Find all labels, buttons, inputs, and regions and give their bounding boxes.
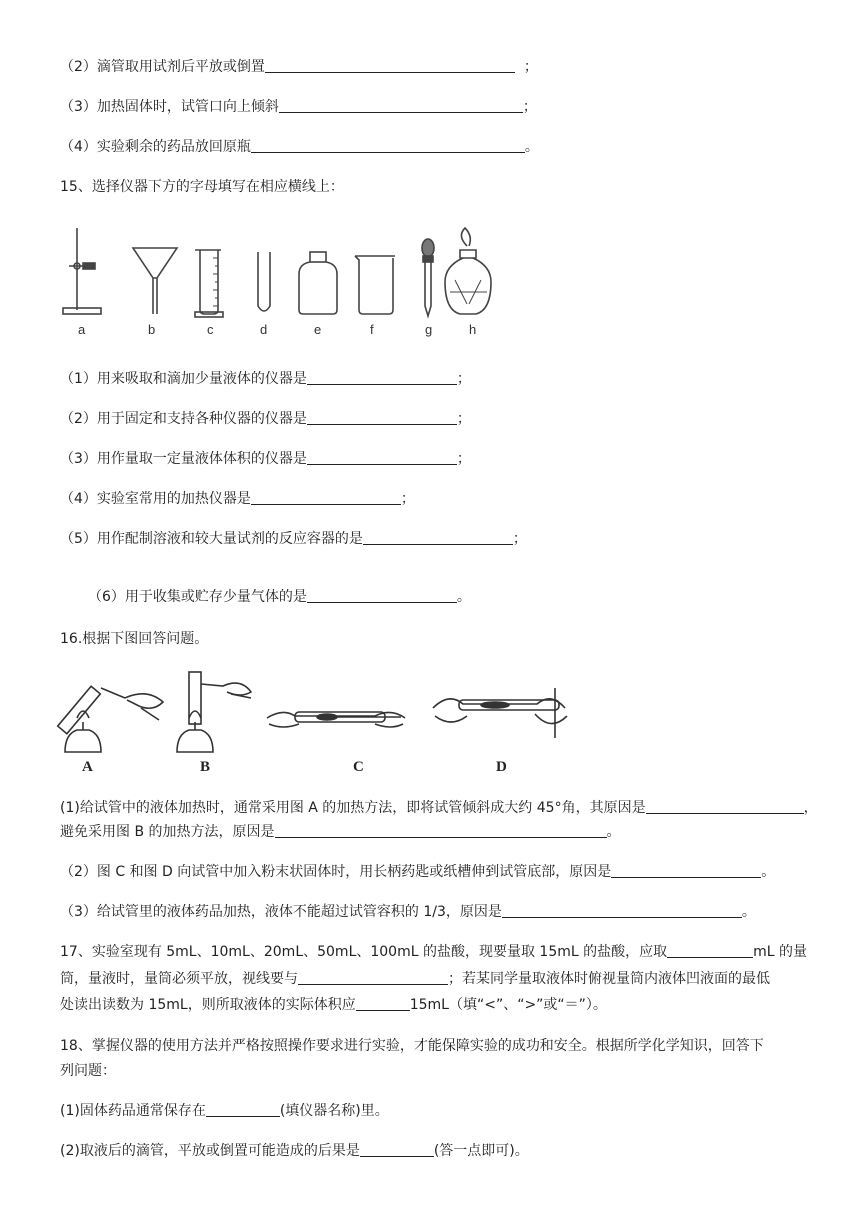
answer-blank[interactable] [251,138,525,153]
answer-blank[interactable] [279,98,523,113]
q15-item-3: （3）用作量取一定量液体体积的仪器是 ； [60,451,471,467]
q16-line-1: (1)给试管中的液体加热时，通常采用图 A 的加热方法，即将试管倾斜成大约 45°角，其原因是 ， [60,800,818,816]
q15-item-6: （6）用于收集或贮存少量气体的是 。 [88,589,471,605]
answer-blank[interactable] [307,588,457,603]
q18-sub-1: (1)固体药品通常保存在 (填仪器名称)里。 [60,1103,389,1119]
beaker-icon [355,256,395,314]
answer-blank[interactable] [502,903,742,918]
label-a: a [78,322,86,337]
answer-blank[interactable] [251,490,401,505]
heating-operations-figure [55,668,585,758]
q18-line-1: 18、掌握仪器的使用方法并严格按照操作要求进行实验，才能保障实验的成功和安全。根据所学化学知识，回答下 [60,1038,764,1054]
answer-blank[interactable] [360,1142,434,1157]
answer-blank[interactable] [275,823,607,838]
q18-line-2: 列问题： [60,1063,116,1079]
test-tube-icon [258,252,270,311]
q16-title: 16.根据下图回答问题。 [60,631,209,647]
fig-label-d: D [496,759,507,775]
answer-blank[interactable] [363,530,513,545]
q16-line-3: （3）给试管里的液体药品加热，液体不能超过试管容积的 1/3，原因是 。 [60,904,756,920]
label-f: f [370,322,374,337]
q16-line-1b: 避免采用图 B 的加热方法，原因是 。 [60,824,621,840]
q17-line-2: 筒，量液时，量筒必须平放，视线要与 ；若某同学量取液体时俯视量筒内液体凹液面的最低 [60,971,770,987]
graduated-cylinder-icon [195,250,223,317]
instrument-figure [55,222,515,322]
answer-blank[interactable] [307,410,457,425]
q16-line-2: （2）图 C 和图 D 向试管中加入粉末状固体时，用长柄药匙或纸槽伸到试管底部，原因是 。 [60,864,776,880]
q15-item-2: （2）用于固定和支持各种仪器的仪器是 ； [60,411,471,427]
q15-item-4: （4）实验室常用的加热仪器是 ； [60,491,415,507]
fig-label-a: A [82,759,93,775]
q18-sub-2: (2)取液后的滴管，平放或倒置可能造成的后果是 (答一点即可)。 [60,1143,529,1159]
label-c: c [207,322,214,337]
q17-line-3: 处读出读数为 15mL，则所取液体的实际体积应 15mL（填“<”、“>”或“＝”）。 [60,997,607,1013]
heating-vertical-icon [177,672,251,752]
q15-item-1: （1）用来吸取和滴加少量液体的仪器是 ； [60,371,471,387]
adding-powder-spatula-icon [267,712,405,727]
answer-blank[interactable] [611,863,761,878]
funnel-icon [133,248,177,314]
alcohol-lamp-icon [445,228,491,314]
q14-line-3: （3）加热固体时，试管口向上倾斜 ； [60,99,537,115]
heating-tilted-icon [58,686,163,752]
answer-blank[interactable] [265,58,515,73]
label-e: e [314,322,322,337]
answer-blank[interactable] [356,996,410,1011]
label-b: b [148,322,156,337]
answer-blank[interactable] [307,370,457,385]
iron-stand-icon [63,228,101,314]
q15-item-5: （5）用作配制溶液和较大量试剂的反应容器的是 ； [60,531,527,547]
q14-line-2: （2）滴管取用试剂后平放或倒置 ； [60,59,538,75]
q14-line-4: （4）实验剩余的药品放回原瓶 。 [60,139,539,155]
gas-bottle-icon [299,252,337,314]
label-h: h [469,322,477,337]
q15-title: 15、选择仪器下方的字母填写在相应横线上： [60,179,344,195]
label-g: g [425,322,433,337]
answer-blank[interactable] [667,943,753,958]
answer-blank[interactable] [646,799,804,814]
answer-blank[interactable] [206,1102,280,1117]
dropper-icon [422,239,434,316]
answer-blank[interactable] [307,450,457,465]
label-d: d [260,322,268,337]
fig-label-b: B [200,759,211,775]
fig-label-c: C [353,759,364,775]
adding-powder-paper-icon [433,688,567,738]
q17-line-1: 17、实验室现有 5mL、10mL、20mL、50mL、100mL 的盐酸，现要量取 15mL 的盐酸，应取 mL 的量 [60,944,808,960]
answer-blank[interactable] [298,970,448,985]
